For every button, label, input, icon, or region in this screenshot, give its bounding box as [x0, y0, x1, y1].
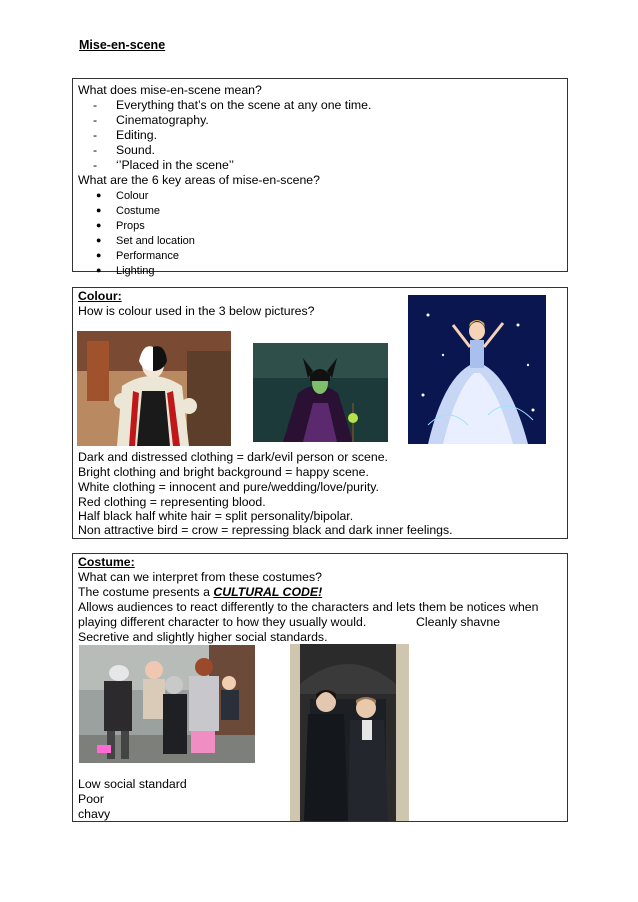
colour-note: Half black half white hair = split personality/bipolar.: [78, 509, 354, 523]
maleficent-image: [253, 343, 388, 442]
meaning-item: - Cinematography.: [93, 113, 209, 127]
colour-note: Bright clothing and bright background = happy scene.: [78, 465, 369, 479]
cultural-code-text: CULTURAL CODE!: [213, 585, 323, 599]
definition-box: [72, 78, 568, 277]
meaning-item: - Everything that’s on the scene at any one time.: [93, 98, 372, 112]
colour-note: Dark and distressed clothing = dark/evil person or scene.: [78, 450, 388, 464]
cruella-image: [77, 331, 231, 446]
cinderella-image: [408, 295, 546, 444]
key-area-item: ● Props: [96, 220, 145, 232]
meaning-item: - ‘’Placed in the scene’’: [93, 158, 235, 172]
meaning-item: - Sound.: [93, 143, 155, 157]
costume-line: Allows audiences to react differently to the characters and lets them be notices when: [78, 600, 539, 614]
question-key-areas: What are the 6 key areas of mise-en-scene?: [78, 173, 320, 187]
colour-question: How is colour used in the 3 below pictures?: [78, 304, 315, 318]
low-label: Poor: [78, 792, 104, 806]
question-meaning: What does mise-en-scene mean?: [78, 83, 262, 97]
key-area-item: ● Performance: [96, 250, 179, 262]
costume-line: Secretive and slightly higher social standards.: [78, 630, 328, 644]
colour-note: Non attractive bird = crow = repressing black and dark inner feelings.: [78, 523, 453, 537]
costume-question: What can we interpret from these costumes?: [78, 570, 322, 584]
key-area-item: ● Costume: [96, 205, 161, 217]
colour-note: White clothing = innocent and pure/wedding/love/purity.: [78, 480, 379, 494]
family-image: [79, 645, 255, 763]
low-label: Low social standard: [78, 777, 187, 791]
page-title: Mise-en-scene: [79, 38, 166, 52]
cultural-code-line: The costume presents a CULTURAL CODE!: [78, 585, 323, 599]
costume-line: playing different character to how they usually would.: [78, 615, 367, 629]
colour-note: Red clothing = representing blood.: [78, 495, 266, 509]
side-note: Cleanly shavne: [416, 615, 501, 629]
low-label: chavy: [78, 807, 111, 821]
colour-heading: Colour:: [78, 289, 122, 303]
key-area-item: ● Set and location: [96, 235, 195, 247]
costume-heading: Costume:: [78, 555, 135, 569]
sherlock-image: [290, 644, 409, 821]
key-area-item: ● Lighting: [96, 265, 155, 277]
key-area-item: ● Colour: [96, 190, 149, 202]
meaning-item: - Editing.: [93, 128, 158, 142]
